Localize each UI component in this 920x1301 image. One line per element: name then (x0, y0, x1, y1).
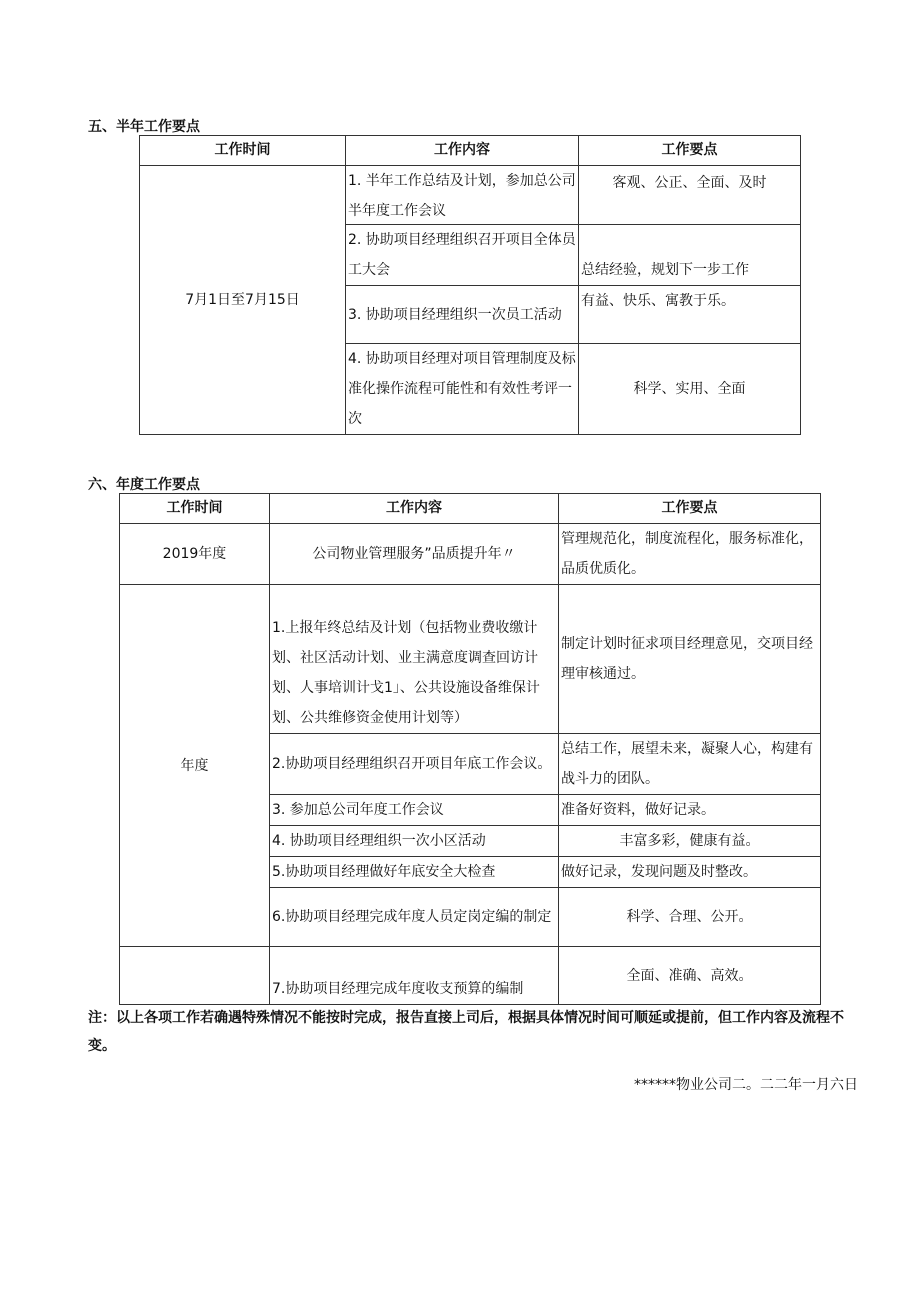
section5-heading: 五、半年工作要点 (88, 119, 200, 135)
point-cell: 总结经验，规划下一步工作 (579, 225, 801, 286)
header-time: 工作时间 (140, 136, 346, 166)
content-cell: 4. 协助项目经理对项目管理制度及标准化操作流程可能性和有效性考评一次 (346, 344, 579, 435)
point-cell: 准备好资料，做好记录。 (559, 795, 821, 826)
header-point: 工作要点 (559, 494, 821, 524)
point-cell: 科学、实用、全面 (579, 344, 801, 435)
content-cell: 2. 协助项目经理组织召开项目全体员工大会 (346, 225, 579, 286)
content-cell: 7.协助项目经理完成年度收支预算的编制 (270, 947, 559, 1005)
content-cell: 4. 协助项目经理组织一次小区活动 (270, 826, 559, 857)
half-year-table (139, 135, 801, 435)
point-cell: 客观、公正、全面、及时 (579, 166, 801, 225)
point-cell: 丰富多彩，健康有益。 (559, 826, 821, 857)
content-cell: 3. 参加总公司年度工作会议 (270, 795, 559, 826)
section6-heading: 六、年度工作要点 (88, 477, 200, 493)
content-cell: 3. 协助项目经理组织一次员工活动 (346, 286, 579, 344)
header-point: 工作要点 (579, 136, 801, 166)
time-cell: 2019年度 (120, 524, 270, 585)
annual-table (119, 493, 821, 1005)
table-row (120, 524, 821, 585)
point-cell: 总结工作，展望未来，凝聚人心，构建有战斗力的团队。 (559, 734, 821, 795)
content-cell: 1. 半年工作总结及计划，参加总公司半年度工作会议 (346, 166, 579, 225)
content-cell: 6.协助项目经理完成年度人员定岗定编的制定 (270, 888, 559, 947)
header-content: 工作内容 (346, 136, 579, 166)
content-cell: 1.上报年终总结及计划（包括物业费收缴计划、社区活动计划、业主满意度调查回访计划、人事培训计戈1」、公共设施设备维保计划、公共维修资金使用计划等） (270, 585, 559, 734)
point-cell: 管理规范化，制度流程化，服务标准化，品质优质化。 (559, 524, 821, 585)
header-time: 工作时间 (120, 494, 270, 524)
content-cell: 公司物业管理服务”品质提升年〃 (270, 524, 559, 585)
time-cell: 年度 (120, 585, 270, 947)
table-row (120, 585, 821, 734)
table-row (120, 947, 821, 1005)
point-cell: 有益、快乐、寓教于乐。 (579, 286, 801, 344)
signature: ******物业公司二。二二年一月六日 (634, 1077, 858, 1093)
footnote: 注：以上各项工作若确遇特殊情况不能按时完成，报告直接上司后，根据具体情况时间可顺延或提前，但工作内容及流程不变。 (88, 1010, 844, 1054)
point-cell: 做好记录，发现问题及时整改。 (559, 857, 821, 888)
table-header-row (120, 494, 821, 524)
point-cell: 制定计划时征求项目经理意见，交项目经理审核通过。 (559, 585, 821, 734)
point-cell: 科学、合理、公开。 (559, 888, 821, 947)
table-header-row (140, 136, 801, 166)
table-row (140, 166, 801, 225)
content-cell: 2.协助项目经理组织召开项目年底工作会议。 (270, 734, 559, 795)
time-cell: 7月1日至7月15日 (140, 166, 346, 435)
content-cell: 5.协助项目经理做好年底安全大检查 (270, 857, 559, 888)
header-content: 工作内容 (270, 494, 559, 524)
point-cell: 全面、准确、高效。 (559, 947, 821, 1005)
time-cell-empty (120, 947, 270, 1005)
